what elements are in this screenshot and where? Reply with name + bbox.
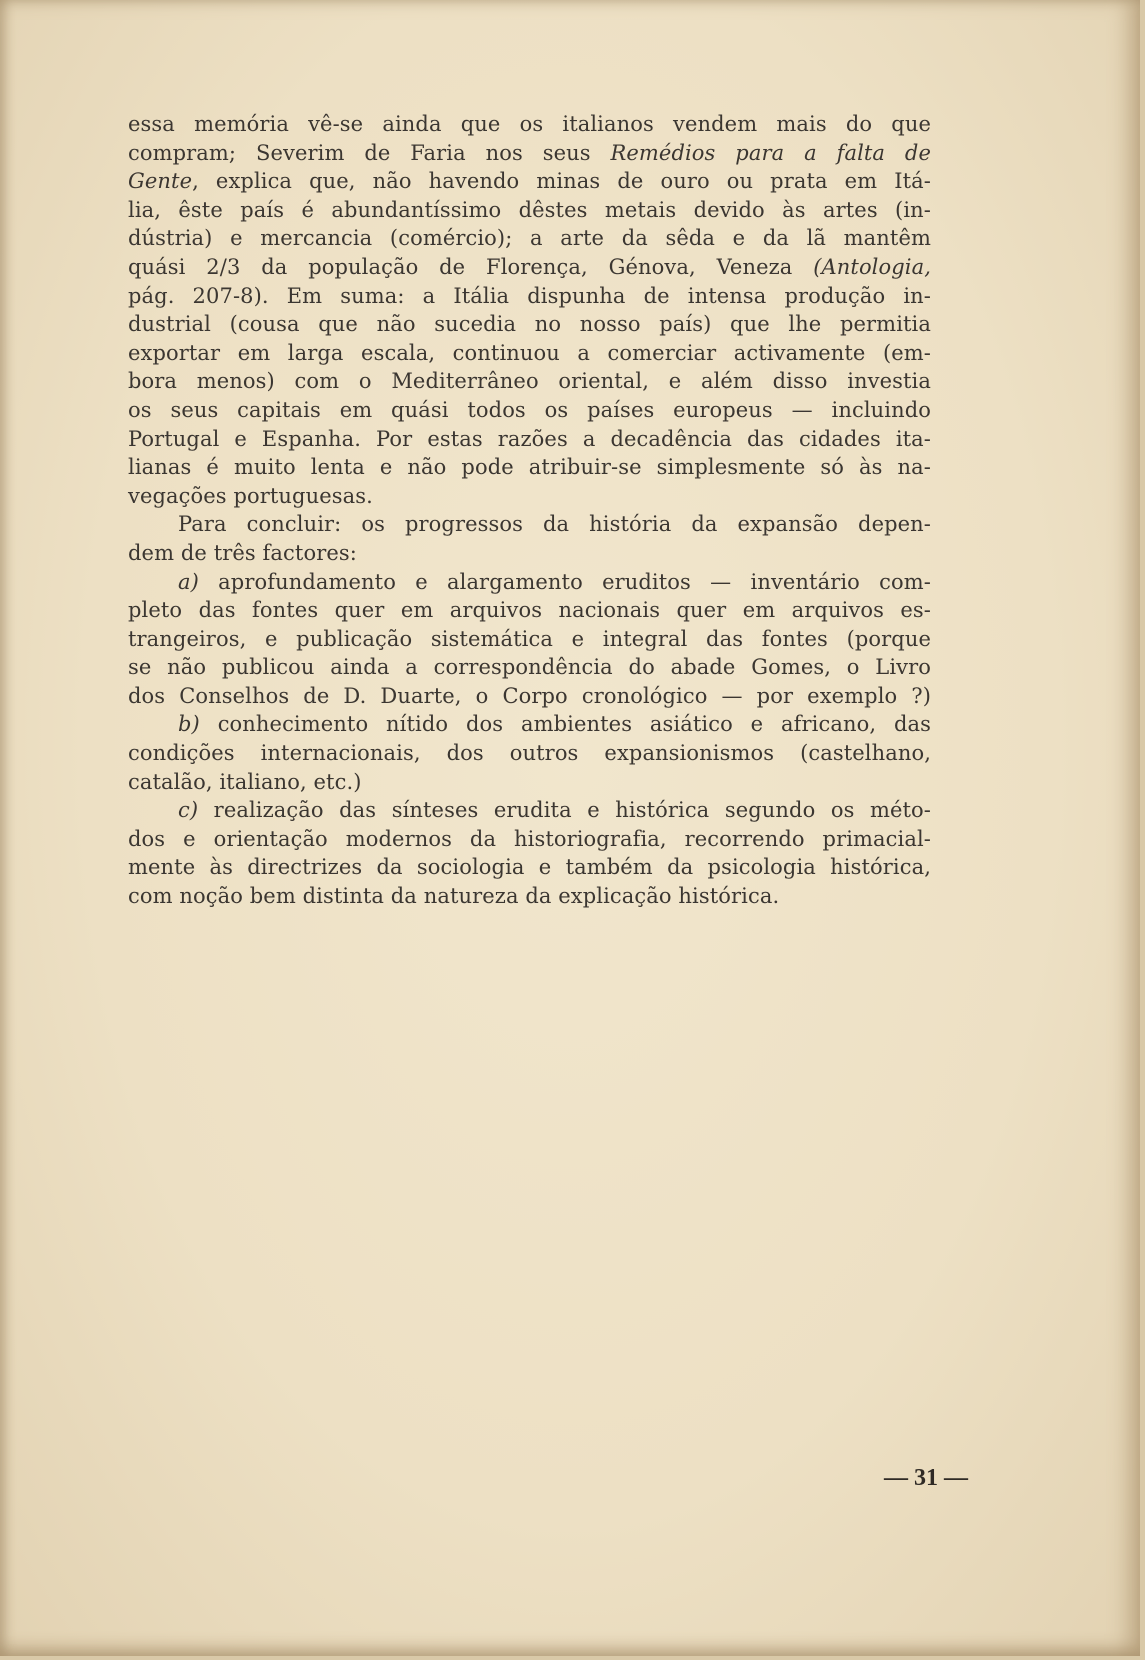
text-segment: bora menos) com o Mediterrâneo oriental, e além disso investia bbox=[128, 369, 931, 394]
text-line bbox=[128, 510, 931, 539]
text-segment: compram; Severim de Faria nos seus bbox=[128, 140, 611, 165]
text-segment: trangeiros, e publicação sistemática e integral das fontes (porque bbox=[128, 626, 931, 651]
text-segment: aprofundamento e alargamento eruditos — inventário com- bbox=[198, 569, 931, 594]
text-segment: dem de três factores: bbox=[128, 540, 357, 565]
text-segment: catalão, italiano, etc.) bbox=[128, 769, 362, 794]
text-segment: lianas é muito lenta e não pode atribuir-se simplesmente só às na- bbox=[128, 455, 931, 480]
text-line bbox=[128, 625, 931, 654]
text-segment: condições internacionais, dos outros expansionismos (castelhano, bbox=[128, 741, 931, 766]
text-line bbox=[128, 825, 931, 854]
text-line bbox=[128, 482, 931, 511]
text-segment: realização das sínteses erudita e histórica segundo os méto- bbox=[198, 798, 931, 823]
text-segment: , explica que, não havendo minas de ouro ou prata em Itá- bbox=[192, 169, 931, 194]
text-line bbox=[128, 224, 931, 253]
text-line bbox=[128, 739, 931, 768]
text-segment: mente às directrizes da sociologia e também da psicologia histórica, bbox=[128, 855, 931, 880]
text-segment: quási 2/3 da população de Florença, Génova, Veneza bbox=[128, 254, 814, 279]
text-line bbox=[128, 253, 931, 282]
text-line bbox=[128, 310, 931, 339]
italic-text: c) bbox=[178, 798, 199, 823]
italic-text: a) bbox=[178, 569, 199, 594]
page-number: — 31 — bbox=[884, 1465, 968, 1491]
italic-text: Gente bbox=[128, 169, 193, 194]
text-line bbox=[128, 682, 931, 711]
text-segment: dustrial (cousa que não sucedia no nosso país) que lhe permitia bbox=[128, 312, 931, 337]
text-line bbox=[128, 396, 931, 425]
text-line bbox=[128, 710, 931, 739]
text-line bbox=[128, 167, 931, 196]
text-line bbox=[128, 139, 931, 168]
text-segment: dos e orientação modernos da historiografia, recorrendo primacial- bbox=[128, 826, 931, 851]
text-line bbox=[128, 339, 931, 368]
text-segment: os seus capitais em quási todos os países europeus — incluindo bbox=[128, 397, 931, 422]
text-segment: pág. 207-8). Em suma: a Itália dispunha de intensa produção in- bbox=[128, 283, 931, 308]
text-line bbox=[128, 768, 931, 797]
text-segment: se não publicou ainda a correspondência do abade Gomes, o Livro bbox=[128, 655, 931, 680]
text-line bbox=[128, 853, 931, 882]
text-segment: dústria) e mercancia (comércio); a arte da sêda e da lã mantêm bbox=[128, 226, 931, 251]
text-line bbox=[128, 596, 931, 625]
italic-text: (Antologia, bbox=[813, 254, 931, 279]
italic-text: Remédios para a falta de bbox=[610, 140, 931, 165]
text-segment: Portugal e Espanha. Por estas razões a decadência das cidades ita- bbox=[128, 426, 931, 451]
text-segment: pleto das fontes quer em arquivos nacionais quer em arquivos es- bbox=[128, 598, 931, 623]
text-line bbox=[128, 453, 931, 482]
text-segment: Para concluir: os progressos da história da expansão depen- bbox=[178, 512, 931, 537]
text-line bbox=[128, 110, 931, 139]
text-segment: essa memória vê-se ainda que os italianos vendem mais do que bbox=[128, 112, 931, 136]
text-line bbox=[128, 196, 931, 225]
text-line bbox=[128, 882, 931, 911]
text-segment: dos Conselhos de D. Duarte, o Corpo cronológico — por exemplo ?) bbox=[128, 683, 931, 708]
text-line bbox=[128, 539, 931, 568]
text-segment: conhecimento nítido dos ambientes asiático e africano, das bbox=[199, 712, 931, 737]
text-line bbox=[128, 425, 931, 454]
text-segment: com noção bem distinta da natureza da explicação histórica. bbox=[128, 884, 780, 909]
text-segment: exportar em larga escala, continuou a comerciar activamente (em- bbox=[128, 340, 931, 365]
text-line bbox=[128, 282, 931, 311]
text-line bbox=[128, 568, 931, 597]
text-line bbox=[128, 367, 931, 396]
italic-text: b) bbox=[178, 712, 200, 737]
text-line bbox=[128, 796, 931, 825]
text-line bbox=[128, 653, 931, 682]
body-text bbox=[128, 110, 931, 911]
text-segment: lia, êste país é abundantíssimo dêstes metais devido às artes (in- bbox=[128, 197, 931, 222]
text-segment: vegações portuguesas. bbox=[128, 483, 373, 508]
